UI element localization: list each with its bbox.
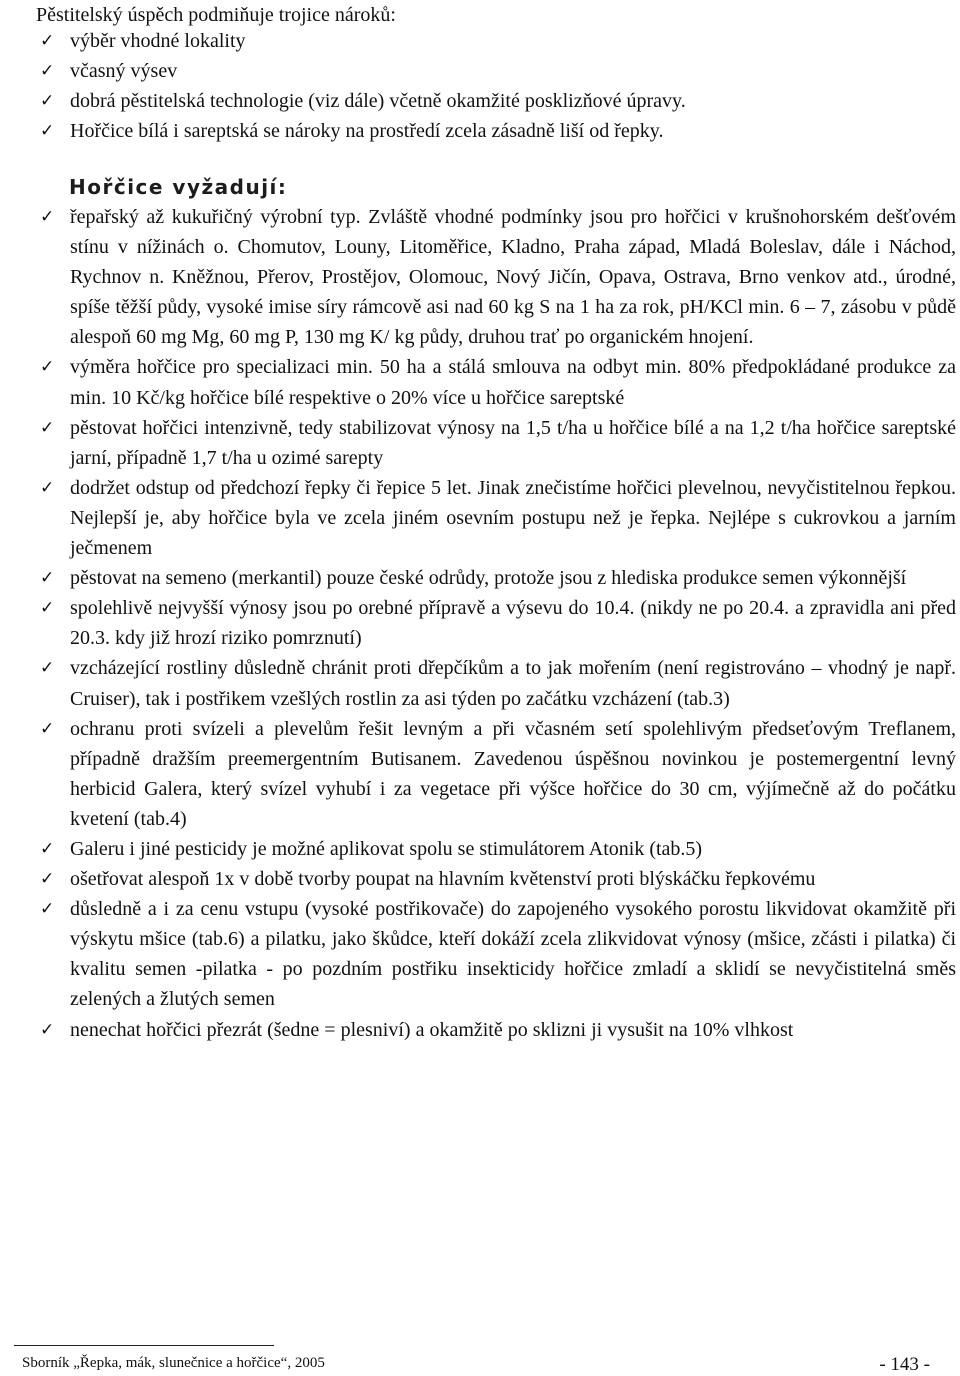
list-item-text: dodržet odstup od předchozí řepky či řepice 5 let. Jinak znečistíme hořčici plevelnou, nevyčistitelnou řepkou. Nejlepší je, aby hořčice byla ve zcela jiném osevním postupu než je řepka. Nejlépe s cukrovkou a jarním ječmenem xyxy=(70,476,956,560)
checkmark-icon: ✓ xyxy=(40,899,55,920)
checkmark-icon: ✓ xyxy=(40,477,55,498)
list-item-text: včasný výsev xyxy=(70,60,178,83)
checkmark-icon: ✓ xyxy=(40,869,55,890)
list-item xyxy=(0,834,960,864)
list-item-text: nenechat hořčici přezrát (šedne = plesniví) a okamžitě po sklizni ji vysušit na 10% vlhkost xyxy=(70,1018,794,1041)
list-item xyxy=(0,1015,960,1045)
list-item xyxy=(0,352,960,412)
checkmark-icon: ✓ xyxy=(40,31,55,51)
checkmark-icon: ✓ xyxy=(40,718,55,739)
list-item xyxy=(0,86,960,116)
mustard-requirements-list xyxy=(0,202,960,1045)
intro-text: Pěstitelský úspěch podmiňuje trojice nároků: xyxy=(36,4,396,26)
checkmark-icon: ✓ xyxy=(40,357,55,378)
list-item-text: spolehlivě nejvyšší výnosy jsou po orebné přípravě a výsevu do 10.4. (nikdy ne po 20.4. a zpravidla ani před 20.3. kdy již hrozí riziko pomrznutí) xyxy=(70,597,956,650)
footer-divider xyxy=(14,1345,274,1346)
requirements-list xyxy=(0,26,960,146)
list-item-text: Hořčice bílá i sareptská se nároky na prostředí zcela zásadně liší od řepky. xyxy=(70,120,664,143)
list-item-text: pěstovat hořčici intenzivně, tedy stabilizovat výnosy na 1,5 t/ha u hořčice bílé a na 1,2 t/ha hořčice sareptské jarní, případně 1,7 t/ha u ozimé sarepty xyxy=(70,416,956,469)
checkmark-icon: ✓ xyxy=(40,207,55,227)
checkmark-icon: ✓ xyxy=(40,598,55,619)
checkmark-icon: ✓ xyxy=(40,121,55,142)
list-item-text: ochranu proti svízeli a plevelům řešit levným a při včasném setí spolehlivým předseťovým Treflanem, případně dražším preemergentním Butisanem. Zavedenou úspěšnou novinkou je postemergentní levný herbicid Galera, který svízel vyhubí i za vegetace při výšce hořčice do 30 cm, výjímečně až do počátku kvetení (tab.4) xyxy=(70,717,956,830)
list-item-text: výměra hořčice pro specializaci min. 50 ha a stálá smlouva na odbyt min. 80% předpokládané produkce za min. 10 Kč/kg hořčice bílé respektive o 20% více u hořčice sareptské xyxy=(70,356,956,409)
list-item-text: dobrá pěstitelská technologie (viz dále) včetně okamžité posklizňové úpravy. xyxy=(70,90,686,113)
checkmark-icon: ✓ xyxy=(40,838,55,859)
list-item xyxy=(0,563,960,593)
list-item xyxy=(0,864,960,894)
checkmark-icon: ✓ xyxy=(40,1019,55,1040)
list-item xyxy=(0,202,960,352)
list-item-text: ošetřovat alespoň 1x v době tvorby poupat na hlavním květenství proti blýskáčku řepkovému xyxy=(70,868,816,891)
list-item xyxy=(0,56,960,86)
checkmark-icon: ✓ xyxy=(40,91,55,112)
checkmark-icon: ✓ xyxy=(40,568,55,589)
page-number: - 143 - xyxy=(879,1354,930,1375)
list-item-text: Galeru i jiné pesticidy je možné aplikovat spolu se stimulátorem Atonik (tab.5) xyxy=(70,837,703,860)
list-item-text: výběr vhodné lokality xyxy=(70,30,246,52)
list-item xyxy=(0,653,960,713)
list-item xyxy=(0,26,960,56)
checkmark-icon: ✓ xyxy=(40,417,55,438)
list-item-text: vzcházející rostliny důsledně chránit proti dřepčíkům a to jak mořením (není registrováno – vhodný je např. Cruiser), tak i postřikem vzešlých rostlin za asi týden po začátku vzcházení (tab.3) xyxy=(70,657,956,710)
list-item xyxy=(0,473,960,563)
list-item-text: řepařský až kukuřičný výrobní typ. Zvláště vhodné podmínky jsou pro hořčici v krušnohorském dešťovém stínu v nížinách o. Chomutov, Louny, Litoměřice, Kladno, Praha západ, Mladá Boleslav, dále i Náchod, Rychnov n. Kněžnou, Přerov, Prostějov, Olomouc, Nový Jičín, Opava, Ostrava, Brno venkov atd., úrodné, spíše těžší půdy, vysoké imise síry rámcově asi nad 60 kg S na 1 ha za rok, pH/KCl min. 6 – 7, zásobu v půdě alespoň 60 mg Mg, 60 mg P, 130 mg K/ kg půdy, druhou trať po organickém hnojení. xyxy=(70,206,956,349)
list-item-text: pěstovat na semeno (merkantil) pouze české odrůdy, protože jsou z hlediska produkce semen výkonnější xyxy=(70,567,907,590)
list-item xyxy=(0,714,960,834)
checkmark-icon: ✓ xyxy=(40,658,55,679)
list-item xyxy=(0,593,960,653)
list-item xyxy=(0,894,960,1014)
section-heading: Hořčice vyžadují: xyxy=(69,175,288,199)
list-item-text: důsledně a i za cenu vstupu (vysoké postřikovače) do zapojeného vysokého porostu likvidovat okamžitě při výskytu mšice (tab.6) a pilatku, jako škůdce, kteří dokáží zcela zlikvidovat výnosy (mšice, zčásti i pilatka) či kvalitu semen -pilatka - po pozdním postřiku insekticidy hořčice zmladí a sklidí se nevyčistitelná směs zelených a žlutých semen xyxy=(70,898,956,1011)
list-item xyxy=(0,413,960,473)
list-item xyxy=(0,116,960,146)
footer-source: Sborník „Řepka, mák, slunečnice a hořčice“, 2005 xyxy=(22,1355,325,1371)
checkmark-icon: ✓ xyxy=(40,61,55,82)
